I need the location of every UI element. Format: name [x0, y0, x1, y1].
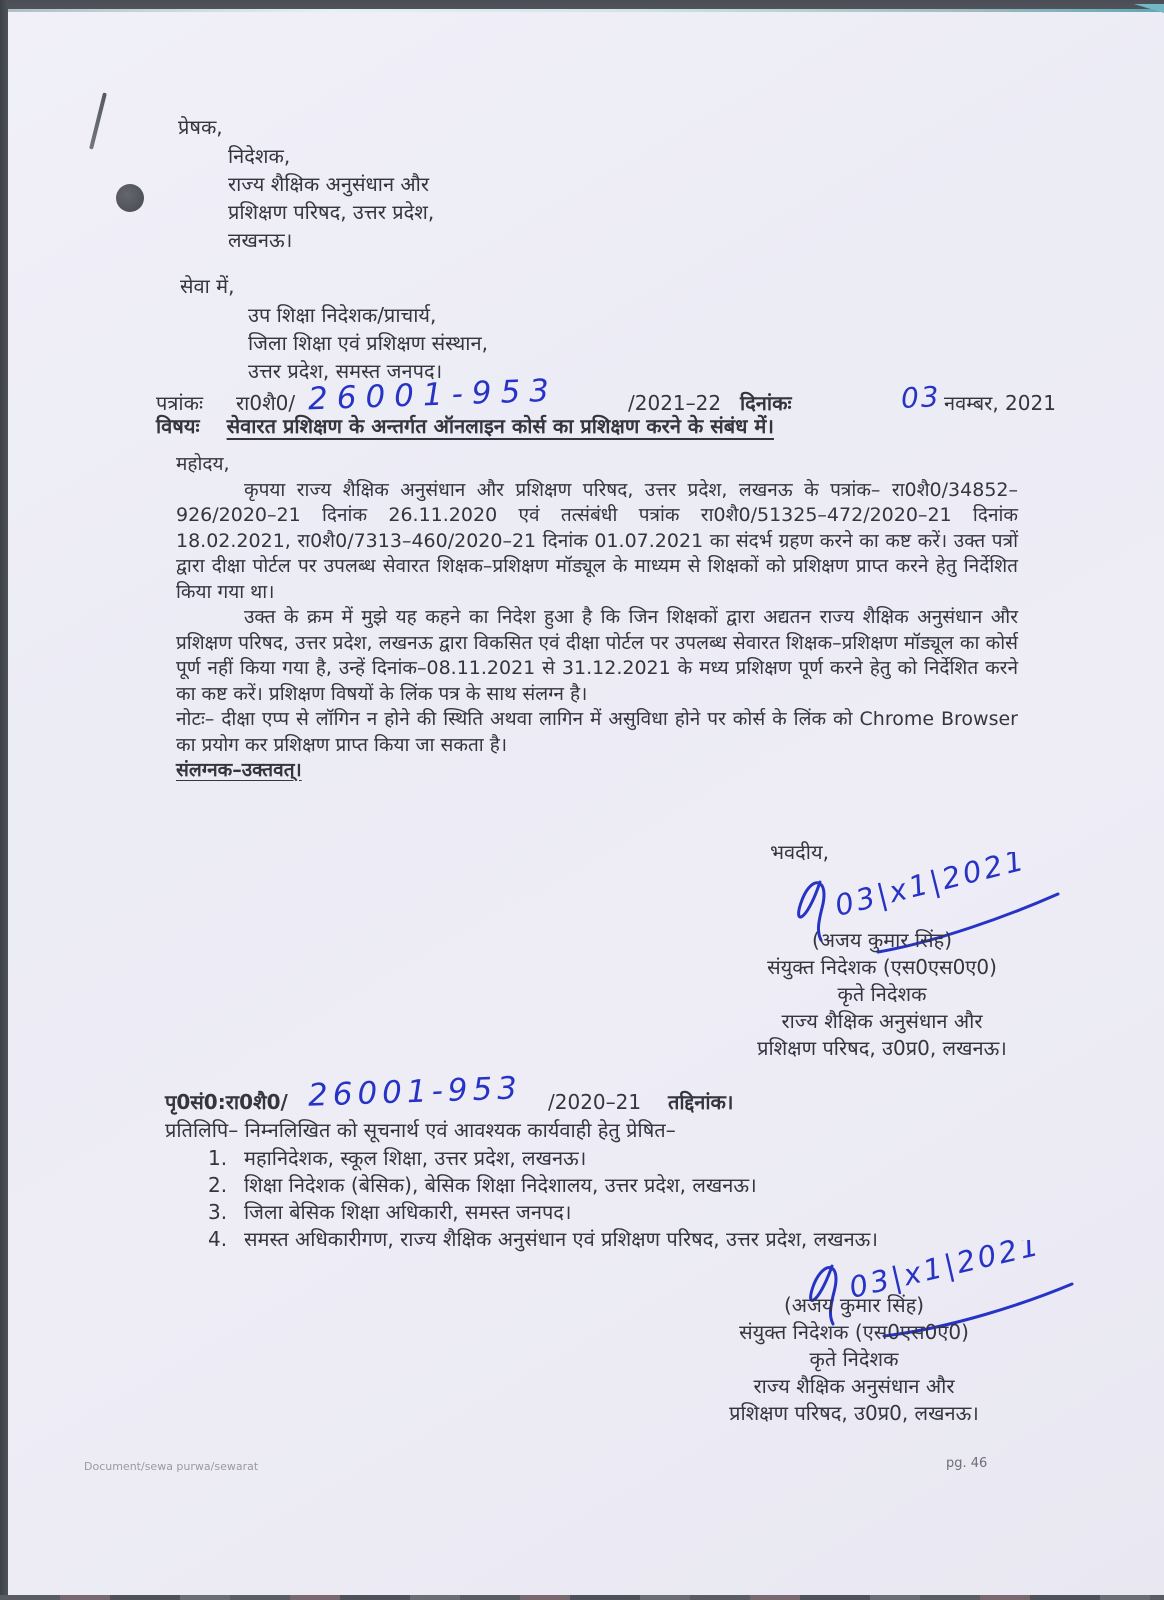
handwritten-endorsement-number: 26001-953: [307, 1070, 523, 1114]
endorsement-label: पृ0सं0:रा0शै0/: [165, 1090, 288, 1114]
date-label: दिनांकः: [740, 391, 792, 415]
date-rest: नवम्बर, 2021: [944, 391, 1056, 415]
scan-paper-top-edge: [8, 9, 1164, 12]
signatory-for-line: कृते निदेशक: [809, 1347, 899, 1371]
recipient-line: जिला शिक्षा एवं प्रशिक्षण संस्थान,: [248, 331, 488, 355]
footer-page-number: pg. 46: [946, 1456, 988, 1471]
sender-line: निदेशक,: [228, 144, 291, 168]
scan-edge-bottom: [0, 1595, 1164, 1600]
scan-corner-wedge: [1134, 4, 1164, 13]
enclosure-line: संलग्नक–उक्तवत्।: [176, 759, 302, 781]
signature-date-text: 03|x1|2021: [831, 852, 1030, 923]
sender-line: लखनऊ।: [228, 228, 293, 252]
sender-line: राज्य शैक्षिक अनुसंधान और: [228, 172, 430, 196]
note-paragraph: नोटः– दीक्षा एप्प से लॉगिन न होने की स्थिति अथवा लागिन में असुविधा होने पर कोर्स के लिंक को Chrome Browser का प्रयोग कर प्रशिक्षण प्राप्त किया जा सकता है।: [176, 708, 1018, 756]
salutation: महोदय,: [176, 453, 230, 475]
handwritten-day: 03: [900, 379, 942, 416]
handwritten-ref-number: 26001-953: [307, 372, 559, 418]
footer-document-path: Document/sewa purwa/sewarat: [84, 1460, 259, 1473]
recipient-line: उत्तर प्रदेश, समस्त जनपद।: [248, 359, 443, 383]
recipient-label: सेवा में,: [180, 274, 235, 298]
sender-label: प्रेषक,: [178, 115, 223, 139]
punch-hole-dot: [116, 184, 144, 212]
copy-list-item: समस्त अधिकारीगण, राज्य शैक्षिक अनुसंधान एवं प्रशिक्षण परिषद, उत्तर प्रदेश, लखनऊ।: [244, 1227, 878, 1251]
scan-edge-left: [0, 0, 8, 1600]
signature-block-2: [680, 1292, 1028, 1427]
signatory-name: (अजय कुमार सिंह): [783, 1293, 925, 1317]
closing-word: भवदीय,: [770, 840, 829, 864]
sender-line: प्रशिक्षण परिषद, उत्तर प्रदेश,: [228, 200, 435, 224]
ref-prefix: रा0शै0/: [236, 391, 296, 415]
subject-text: सेवारत प्रशिक्षण के अन्तर्गत ऑनलाइन कोर्स का प्रशिक्षण करने के संबंध में।: [226, 414, 774, 438]
recipient-line: उप शिक्षा निदेशक/प्राचार्य,: [248, 303, 437, 327]
copy-list: [208, 1145, 878, 1253]
letter-body: [176, 452, 1018, 784]
recipient-address-block: [248, 301, 488, 385]
copy-list-item: महानिदेशक, स्कूल शिक्षा, उत्तर प्रदेश, लखनऊ।: [244, 1146, 587, 1170]
copy-list-item: जिला बेसिक शिक्षा अधिकारी, समस्त जनपद।: [244, 1200, 572, 1224]
signature-date-text: 03|x1|2021: [845, 1240, 1045, 1305]
signatory-for-line: कृते निदेशक: [837, 982, 927, 1006]
endorsement-suffix: /2020–21: [548, 1090, 642, 1114]
endorsement-tail: तद्दिनांक।: [668, 1090, 734, 1114]
paragraph-2: उक्त के क्रम में मुझे यह कहने का निदेश हुआ है कि जिन शिक्षकों द्वारा अद्यतन राज्य शैक्षिक अनुसंधान और प्रशिक्षण परिषद, उत्तर प्रदेश, लखनऊ द्वारा विकसित एवं दीक्षा पोर्टल पर उपलब्ध सेवारत शिक्षक–प्रशिक्षण मॉड्यूल का कोर्स पूर्ण नहीं किया गया है, उन्हें दिनांक–08.11.2021 से 31.12.2021 के मध्य प्रशिक्षण पूर्ण करने हेतु को निर्देशित करने का कष्ट करें। प्रशिक्षण विषयों के लिंक पत्र के साथ संलग्न है।: [176, 606, 1018, 705]
signatory-designation: संयुक्त निदेशक (एस0एस0ए0): [767, 955, 997, 979]
letter-paper: [8, 12, 1164, 1595]
pen-slash-mark: [89, 92, 107, 149]
signature-block-1: [708, 927, 1056, 1062]
signatory-org-line: प्रशिक्षण परिषद, उ0प्र0, लखनऊ।: [757, 1036, 1007, 1060]
signatory-org-line: प्रशिक्षण परिषद, उ0प्र0, लखनऊ।: [729, 1401, 979, 1425]
paragraph-1: कृपया राज्य शैक्षिक अनुसंधान और प्रशिक्षण परिषद, उत्तर प्रदेश, लखनऊ के पत्रांक– रा0शै0/34852–926/2020–21 दिनांक 26.11.2020 एवं तत्संबंधी पत्रांक रा0शै0/51325–472/2020–21 दिनांक 18.02.2021, रा0शै0/7313–460/2020–21 दिनांक 01.07.2021 का संदर्भ ग्रहण करने का कष्ट करें। उक्त पत्रों द्वारा दीक्षा पोर्टल पर उपलब्ध सेवारत शिक्षक–प्रशिक्षण मॉड्यूल के माध्यम से शिक्षकों को प्रशिक्षण प्राप्त करने हेतु निर्देशित किया गया था।: [176, 478, 1018, 603]
ref-suffix: /2021–22: [628, 391, 722, 415]
copy-heading: प्रतिलिपि– निम्नलिखित को सूचनार्थ एवं आवश्यक कार्यवाही हेतु प्रेषित–: [165, 1118, 676, 1142]
subject-line: [156, 412, 1056, 440]
subject-label: विषयः: [156, 414, 200, 438]
signatory-org-line: राज्य शैक्षिक अनुसंधान और: [781, 1009, 983, 1033]
ref-label: पत्रांकः: [156, 391, 203, 415]
signatory-designation: संयुक्त निदेशक (एस0एस0ए0): [739, 1320, 969, 1344]
sender-address-block: [228, 142, 434, 254]
signatory-org-line: राज्य शैक्षिक अनुसंधान और: [753, 1374, 955, 1398]
signatory-name: (अजय कुमार सिंह): [811, 928, 953, 952]
copy-list-item: शिक्षा निदेशक (बेसिक), बेसिक शिक्षा निदेशालय, उत्तर प्रदेश, लखनऊ।: [244, 1173, 757, 1197]
